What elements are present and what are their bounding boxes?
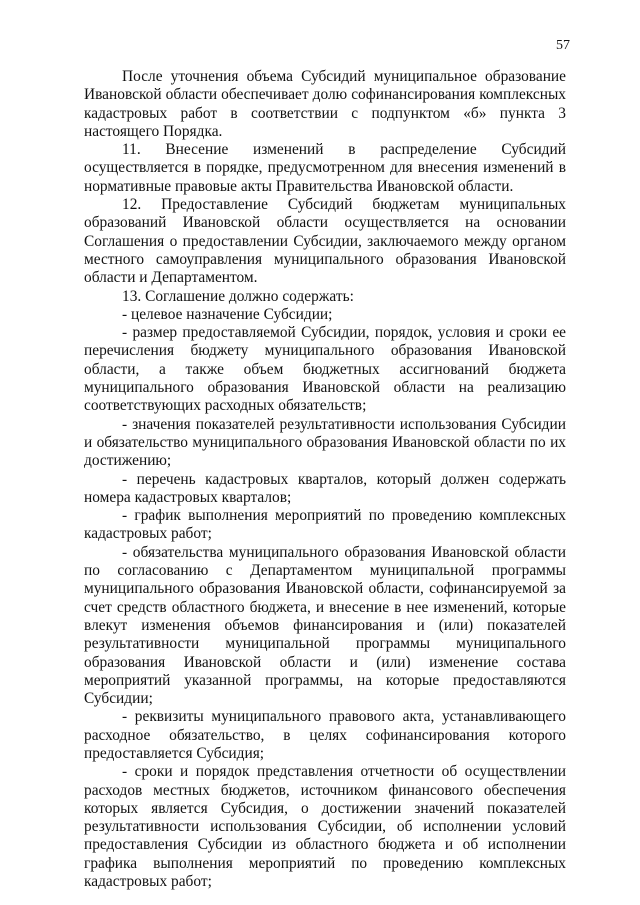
page-number: 57 xyxy=(556,38,570,53)
list-item-reporting: - сроки и порядок представления отчетности об осуществлении расходов местных бюджетов, источником финансового обеспечения которых является Субсидия, о достижении значений показателей результативности использования Субсидии, об исполнении условий предоставления Субсидии из областного бюджета и об исполнении графика выполнения мероприятий по проведению комплексных кадастровых работ; xyxy=(84,763,566,891)
list-item-legal-act: - реквизиты муниципального правового акта, устанавливающего расходное обязательство, в целях софинансирования которого предоставляется Субсидия; xyxy=(84,708,566,762)
paragraph-13: 13. Соглашение должно содержать: xyxy=(122,287,354,305)
paragraph-11: 11. Внесение изменений в распределение Субсидий осуществляется в порядке, предусмотренном для внесения изменений в нормативные правовые акты Правительства Ивановской области. xyxy=(84,141,566,195)
document-body xyxy=(84,68,566,891)
list-item-schedule: - график выполнения мероприятий по проведению комплексных кадастровых работ; xyxy=(84,507,566,543)
paragraph-cofinancing-share: После уточнения объема Субсидий муниципальное образование Ивановской области обеспечивает долю софинансирования комплексных кадастровых работ в соответствии с подпунктом «б» пункта 3 настоящего Порядка. xyxy=(84,68,566,140)
list-item-indicators: - значения показателей результативности использования Субсидии и обязательство муниципального образования Ивановской области по их достижению; xyxy=(84,415,566,470)
list-item-amount: - размер предоставляемой Субсидии, порядок, условия и сроки ее перечисления бюджету муниципального образования Ивановской области, а также объем бюджетных ассигнований бюджета муниципального образования Ивановской области на реализацию соответствующих расходных обязательств; xyxy=(84,324,566,415)
list-item-quarters: - перечень кадастровых кварталов, который должен содержать номера кадастровых кварталов; xyxy=(84,470,566,506)
paragraph-12: 12. Предоставление Субсидий бюджетам муниципальных образований Ивановской области осуществляется на основании Соглашения о предоставлении Субсидии, заключаемого между органом местного самоуправления муниципального образования Ивановской области и Департаментом. xyxy=(84,196,566,287)
list-item-purpose: - целевое назначение Субсидии; xyxy=(122,305,333,323)
list-item-obligations: - обязательства муниципального образования Ивановской области по согласованию с Департаментом муниципальной программы муниципального образования Ивановской области, софинансируемой за счет средств областного бюджета, и внесение в нее изменений, которые влекут изменения объемов финансирования и (или) показателей результативности муниципальной программы муниципального образования Ивановской области и (или) изменение состава мероприятий указанной программы, на которые предоставляются Субсидии; xyxy=(84,543,566,708)
